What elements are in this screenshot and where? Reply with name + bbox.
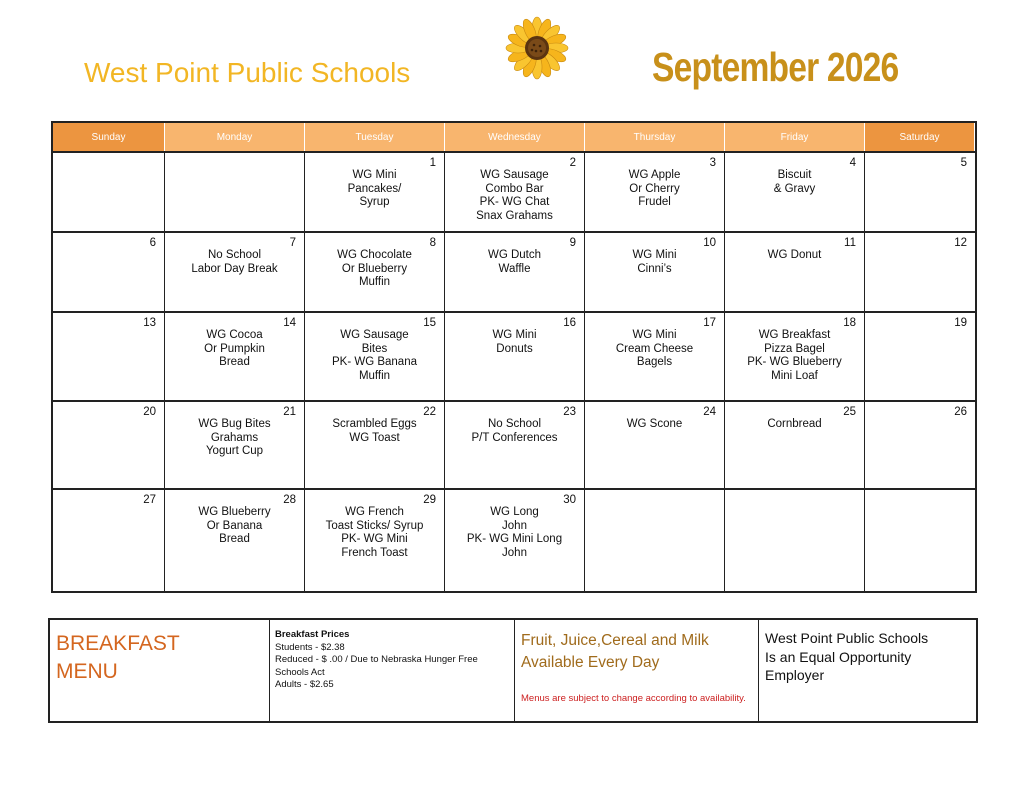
weekday-header-saturday: Saturday [865, 123, 975, 151]
day-number: 20 [143, 406, 156, 418]
day-cell [53, 151, 165, 231]
calendar-grid [51, 121, 977, 593]
day-cell [53, 311, 165, 400]
menu-item: WG Sausage Combo Bar PK- WG Chat Snax Grahams [476, 169, 553, 222]
day-number: 8 [429, 237, 436, 249]
day-number: 22 [423, 406, 436, 418]
day-cell [165, 151, 305, 231]
weekday-header-sunday: Sunday [53, 123, 165, 151]
day-cell [53, 231, 165, 311]
weekday-header-monday: Monday [165, 123, 305, 151]
day-cell [585, 400, 725, 488]
day-cell [585, 151, 725, 231]
day-cell [165, 488, 305, 591]
menu-item: WG French Toast Sticks/ Syrup PK- WG Mini French Toast [325, 506, 424, 559]
menu-item: No School P/T Conferences [471, 418, 558, 444]
day-number: 15 [423, 317, 436, 329]
day-number: 30 [563, 494, 576, 506]
menu-change-note: Menus are subject to change according to availability. [521, 693, 746, 704]
footer-title-cell [50, 620, 270, 721]
equal-opportunity-statement: West Point Public Schools Is an Equal Opportunity Employer [765, 630, 929, 683]
day-cell [725, 231, 865, 311]
day-number: 14 [283, 317, 296, 329]
menu-item: Cornbread [767, 418, 822, 430]
prices-heading: Breakfast Prices [275, 629, 350, 640]
day-number: 23 [563, 406, 576, 418]
day-cell [865, 311, 975, 400]
price-students: Students - $2.38 [275, 641, 345, 653]
menu-item: Scrambled Eggs WG Toast [332, 418, 417, 444]
menu-item: Biscuit & Gravy [773, 169, 816, 195]
weekday-header-thursday: Thursday [585, 123, 725, 151]
day-cell [865, 151, 975, 231]
footer-note-cell [515, 620, 759, 721]
day-number: 21 [283, 406, 296, 418]
menu-item: No School Labor Day Break [191, 249, 278, 275]
day-cell [585, 488, 725, 591]
day-cell [305, 488, 445, 591]
breakfast-menu-title: BREAKFAST MENU [56, 632, 180, 683]
day-cell [725, 151, 865, 231]
sunflower-icon [505, 16, 569, 80]
menu-item: WG Cocoa Or Pumpkin Bread [204, 329, 265, 369]
menu-item: WG Dutch Waffle [487, 249, 542, 275]
day-number: 6 [149, 237, 156, 249]
menu-item: WG Apple Or Cherry Frudel [628, 169, 681, 209]
menu-item: WG Donut [767, 249, 822, 261]
day-number: 1 [429, 157, 436, 169]
day-cell [445, 400, 585, 488]
day-cell [165, 311, 305, 400]
menu-item: WG Chocolate Or Blueberry Muffin [337, 249, 412, 289]
menu-item: WG Long John PK- WG Mini Long John [466, 506, 563, 559]
day-number: 5 [960, 157, 967, 169]
day-number: 13 [143, 317, 156, 329]
day-cell [445, 231, 585, 311]
menu-item: WG Sausage Bites PK- WG Banana Muffin [331, 329, 417, 382]
day-cell [865, 400, 975, 488]
day-number: 28 [283, 494, 296, 506]
day-number: 29 [423, 494, 436, 506]
day-cell [725, 400, 865, 488]
fruit-juice-note: Fruit, Juice,Cereal and Milk Available Every Day [521, 632, 709, 671]
day-number: 16 [563, 317, 576, 329]
day-cell [445, 488, 585, 591]
day-number: 27 [143, 494, 156, 506]
day-number: 24 [703, 406, 716, 418]
day-cell [725, 311, 865, 400]
day-number: 25 [843, 406, 856, 418]
day-number: 2 [569, 157, 576, 169]
menu-item: WG Blueberry Or Banana Bread [198, 506, 271, 546]
day-number: 17 [703, 317, 716, 329]
breakfast-prices [275, 629, 508, 692]
day-number: 9 [569, 237, 576, 249]
day-cell [305, 400, 445, 488]
day-cell [585, 311, 725, 400]
menu-item: WG Mini Cinni’s [632, 249, 677, 275]
price-adults: Adults - $2.65 [275, 679, 334, 690]
footer-eeo-cell [759, 620, 976, 721]
day-cell [445, 151, 585, 231]
day-number: 10 [703, 237, 716, 249]
footer-info-bar [48, 618, 978, 723]
day-cell [305, 151, 445, 231]
day-number: 19 [954, 317, 967, 329]
weekday-header-friday: Friday [725, 123, 865, 151]
day-cell [305, 311, 445, 400]
menu-item: WG Bug Bites Grahams Yogurt Cup [198, 418, 271, 458]
day-cell [53, 488, 165, 591]
day-cell [165, 400, 305, 488]
day-cell [305, 231, 445, 311]
day-number: 4 [849, 157, 856, 169]
school-name: West Point Public Schools [84, 57, 411, 88]
day-number: 12 [954, 237, 967, 249]
weekday-header-wednesday: Wednesday [445, 123, 585, 151]
day-cell [53, 400, 165, 488]
menu-item: WG Breakfast Pizza Bagel PK- WG Blueberry Mini Loaf [747, 329, 842, 382]
weekday-header-tuesday: Tuesday [305, 123, 445, 151]
menu-item: WG Mini Donuts [492, 329, 537, 355]
day-number: 11 [844, 237, 856, 249]
footer-prices-cell [270, 620, 515, 721]
day-cell [165, 231, 305, 311]
price-reduced: Reduced - $ .00 / Due to Nebraska Hunger Free Schools Act [275, 654, 478, 678]
day-cell [725, 488, 865, 591]
day-cell [445, 311, 585, 400]
day-cell [865, 231, 975, 311]
menu-item: WG Mini Cream Cheese Bagels [615, 329, 694, 369]
day-number: 18 [843, 317, 856, 329]
menu-item: WG Mini Pancakes/ Syrup [347, 169, 402, 209]
day-cell [865, 488, 975, 591]
day-number: 26 [954, 406, 967, 418]
day-number: 3 [709, 157, 716, 169]
menu-item: WG Scone [626, 418, 683, 430]
day-number: 7 [289, 237, 296, 249]
month-title: September 2026 [652, 44, 899, 90]
day-cell [585, 231, 725, 311]
